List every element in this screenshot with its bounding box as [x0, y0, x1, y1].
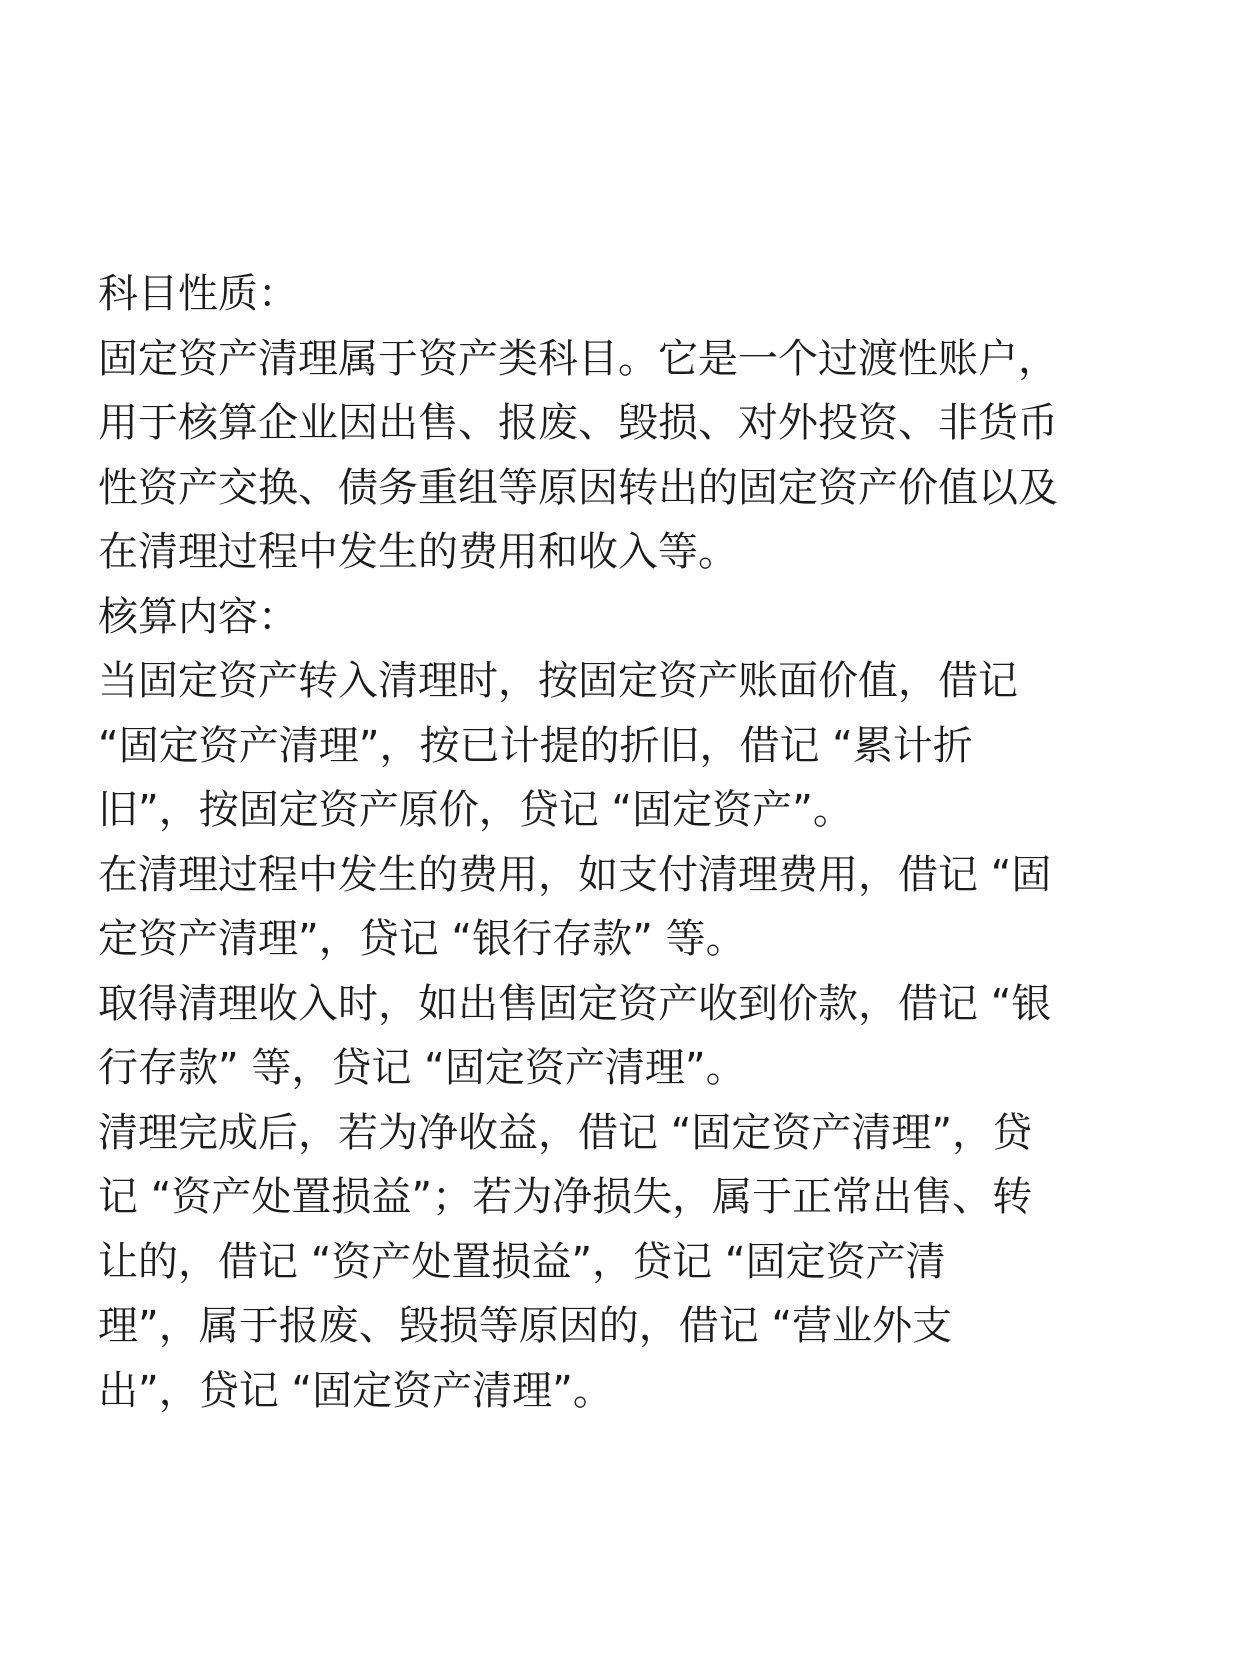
accounting-line: 在清理过程中发生的费用，如支付清理费用，借记 “固: [98, 851, 1052, 898]
nature-line: 性资产交换、债务重组等原因转出的固定资产价值以及: [98, 464, 1058, 511]
accounting-line: 理”，属于报废、毁损等原因的，借记 “营业外支: [98, 1303, 953, 1349]
nature-line: 固定资产清理属于资产类科目。它是一个过渡性账户，: [98, 335, 1058, 382]
section-heading-nature: 科目性质：: [98, 271, 298, 317]
accounting-line: “固定资产清理”，按已计提的折旧，借记 “累计折: [98, 722, 973, 769]
accounting-line: 当固定资产转入清理时，按固定资产账面价值，借记: [98, 658, 1018, 704]
accounting-line: 旧”，按固定资产原价，贷记 “固定资产”。: [98, 787, 853, 833]
accounting-line: 取得清理收入时，如出售固定资产收到价款，借记 “银: [98, 980, 1052, 1027]
accounting-line: 定资产清理”，贷记 “银行存款” 等。: [98, 916, 746, 962]
nature-line: 在清理过程中发生的费用和收入等。: [98, 529, 738, 575]
document-body: [98, 262, 1144, 1423]
accounting-line: 让的，借记 “资产处置损益”，贷记 “固定资产清: [98, 1238, 946, 1285]
accounting-line: 行存款” 等，贷记 “固定资产清理”。: [98, 1045, 746, 1091]
nature-line: 用于核算企业因出售、报废、毁损、对外投资、非货币: [98, 400, 1058, 446]
section-heading-accounting: 核算内容：: [98, 593, 298, 640]
accounting-line: 记 “资产处置损益”；若为净损失，属于正常出售、转: [98, 1174, 1033, 1220]
accounting-line: 出”，贷记 “固定资产清理”。: [98, 1367, 613, 1414]
accounting-line: 清理完成后，若为净收益，借记 “固定资产清理”，贷: [98, 1109, 1033, 1156]
